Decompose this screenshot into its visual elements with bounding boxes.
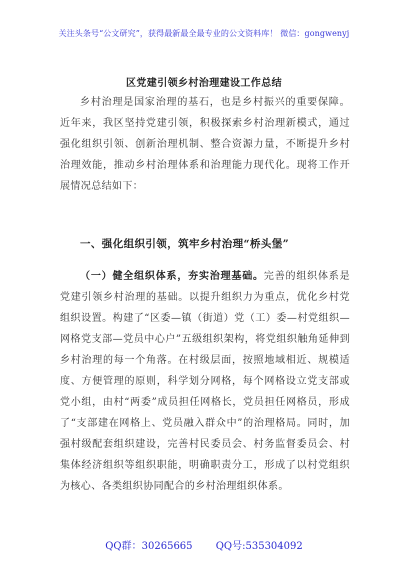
- qq-group-text: QQ群：30265665: [105, 541, 193, 552]
- section-heading: 一、强化组织引领，筑牢乡村治理“桥头堡”: [80, 238, 290, 250]
- section-paragraph: [60, 266, 350, 497]
- qq-number-text: QQ号:535304092: [215, 541, 303, 552]
- document-title: 区党建引领乡村治理建设工作总结: [126, 78, 282, 89]
- header-banner: 关注头条号“公文研究”，获得最新最全最专业的公文资料库！ 微信：gongwenyj: [58, 29, 350, 38]
- footer-contact: [0, 537, 408, 552]
- intro-paragraph: 乡村治理是国家治理的基石，也是乡村振兴的重要保障。近年来，我区坚持党建引领，积极探索乡村治理新模式，通过强化组织引领、创新治理机制、整合资源力量，不断提升乡村治理效能，推动乡村治理体系和治理能力现代化。现将工作开展情况总结如下：: [60, 97, 350, 192]
- sub-heading: （一）健全组织体系，夯实治理基础。: [80, 271, 264, 282]
- section-body: 完善的组织体系是党建引领乡村治理的基础。以提升组织力为重点，优化乡村党组织设置。构建了“区委—镇（街道）党（工）委—村党组织—网格党支部—党员中心户”五级组织架构，将党组织触角延伸到乡村治理的每一个角落。在村级层面，按照地域相近、规模适度、方便管理的原则，科学划分网格，每个网格设立党支部或党小组，由村“两委”成员担任网格长，党员担任网格员，形成了“支部建在网格上、党员融入群众中”的治理格局。同时，加强村级配套组织建设，完善村民委员会、村务监督委员会、村集体经济组织等组织职能，明确职责分工，形成了以村党组织为核心、各类组织协同配合的乡村治理组织体系。: [60, 271, 350, 492]
